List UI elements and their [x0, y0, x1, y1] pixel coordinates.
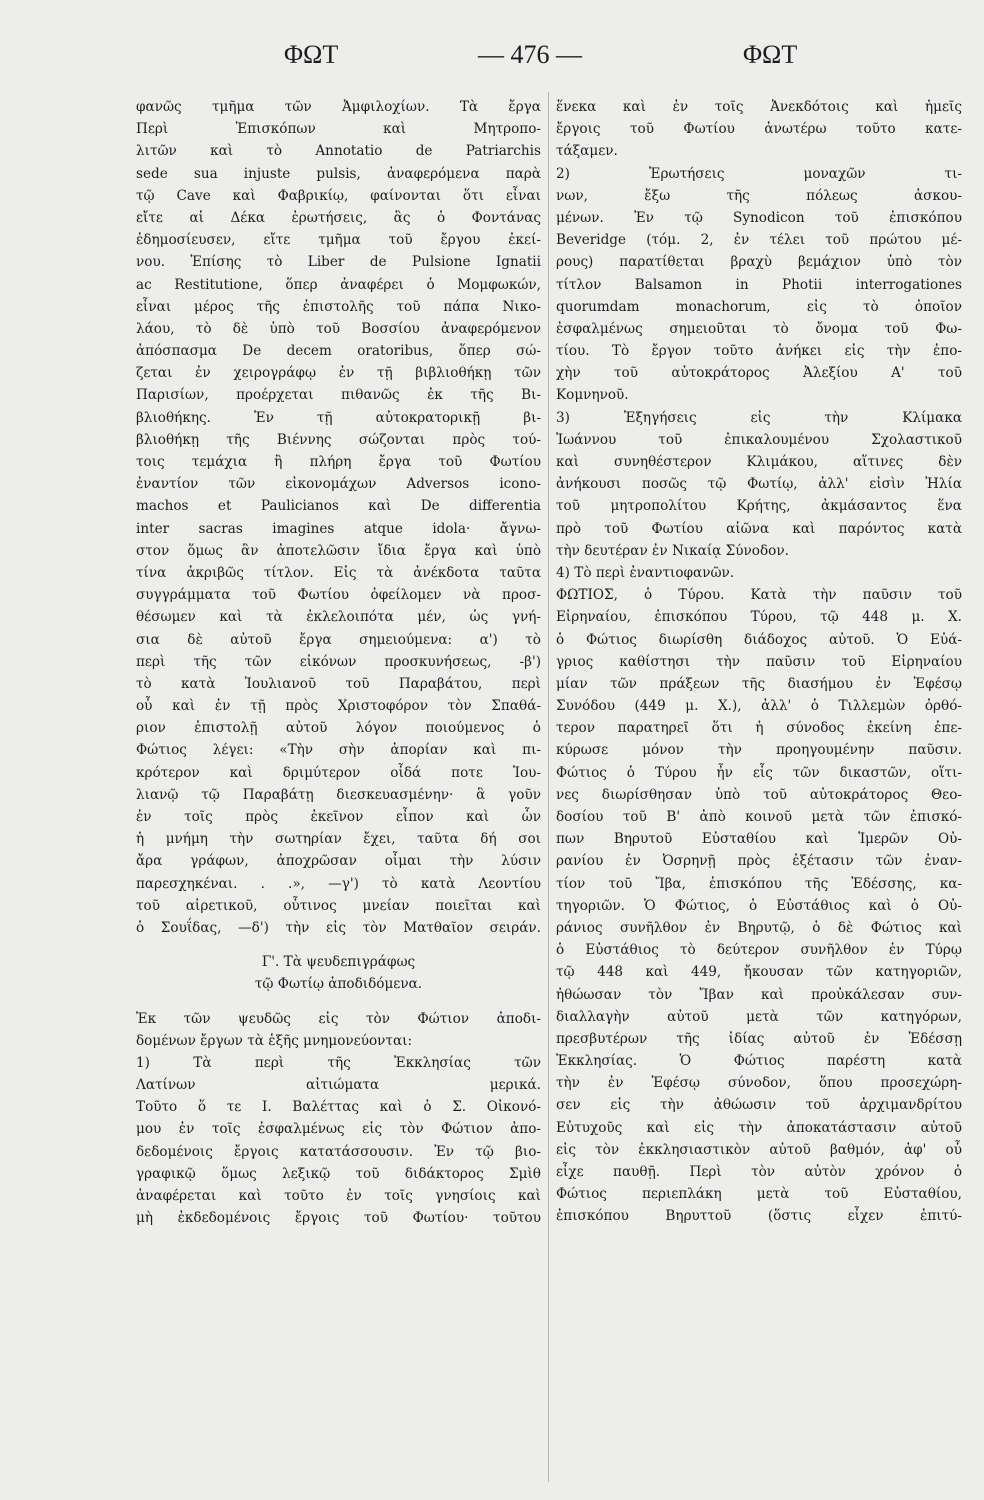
text-line: 4) Τὸ περὶ ἐναντιοφανῶν. [556, 564, 735, 581]
header-left-word: ΦΩΤ [284, 40, 339, 69]
text-line: τῷ 448 καὶ 449, ἤκουσαν τῶν κατηγοριῶν, [556, 964, 962, 981]
text-line: ἠθώωσαν τὸν Ἴβαν καὶ προὐκάλεσαν συν- [556, 986, 962, 1003]
text-line: Περὶ Ἐπισκόπων καὶ Μητροπο- [136, 121, 541, 138]
text-line: ἐναντίον τῶν εἰκονομάχων Adversos icono- [136, 476, 541, 493]
text-line: λιανῷ τῷ Παραβάτῃ διεσκευασμένην· ἃ γοῦν [136, 786, 541, 803]
text-line: πων Βηρυτοῦ Εὐσταθίου καὶ Ἱμερῶν Οὐ- [556, 831, 962, 848]
text-line: δομένων ἔργων τὰ ἑξῆς μνημονεύονται: [136, 1032, 413, 1049]
text-line: sede sua injuste pulsis, ἀναφερόμενα παρὰ [136, 165, 541, 182]
text-line: βλιοθήκῃ τῆς Βιέννης σώζονται πρὸς τού- [136, 431, 541, 448]
text-line: χὴν τοῦ αὐτοκράτορος Ἀλεξίου Α' τοῦ [556, 365, 962, 382]
text-line: machos et Paulicianos καὶ De differentia [136, 498, 541, 515]
text-line: τερον παρατηρεῖ ὅτι ἡ σύνοδος ἐκείνη ἐπε- [556, 720, 962, 737]
text-line: ἀπόσπασμα De decem oratoribus, ὅπερ σώ- [136, 343, 541, 360]
left-column [136, 96, 541, 1476]
text-line: λάου, τὸ δὲ ὑπὸ τοῦ Βοσσίου ἀναφερόμενον [136, 320, 541, 337]
column-divider [548, 92, 549, 1482]
text-line: ἐσφαλμένως σημειοῦται τὸ ὄνομα τοῦ Φω- [556, 320, 962, 337]
text-line: ὁ Φώτιος διωρίσθη διάδοχος αὐτοῦ. Ὁ Εὐά- [556, 631, 962, 648]
text-line: τῷ Cave καὶ Φαβρικίῳ, φαίνονται ὅτι εἶναι [136, 187, 541, 204]
text-line: ρους) παρατίθεται βραχὺ βεμάχιον ὑπὸ τὸν [556, 254, 962, 271]
text-line: συγγράμματα τοῦ Φωτίου ὀφείλομεν νὰ προσ- [136, 587, 541, 604]
text-line: Συνόδου (449 μ. Χ.), ἀλλ' ὁ Τιλλεμὼν ὀρθό- [556, 698, 962, 715]
text-line: ζεται ἐν χειρογράφῳ ἐν τῇ βιβλιοθήκῃ τῶν [136, 365, 541, 382]
text-line: πρὸ τοῦ Φωτίου αἰῶνα καὶ παρόντος κατὰ [556, 520, 962, 537]
text-line: inter sacras imagines atque idola· ἄγνω- [136, 520, 541, 537]
text-line: τοῦ μητροπολίτου Κρήτης, ἀκμάσαντος ἕνα [556, 498, 962, 515]
running-header [0, 40, 984, 80]
text-line: Παρισίων, προέρχεται πιθανῶς ἐκ τῆς Βι- [136, 387, 541, 404]
text-line: τὸ κατὰ Ἰουλιανοῦ τοῦ Παραβάτου, περὶ [136, 675, 541, 692]
text-line: Λατίνων αἰτιώματα μερικά. [136, 1077, 541, 1094]
text-line: θέσωμεν καὶ τὰ ἐκλελοιπότα μέν, ὡς γνή- [136, 609, 541, 626]
text-line: ὁ Εὐστάθιος τὸ δεύτερον συνῆλθον ἐν Τύρῳ [556, 942, 962, 959]
text-line: οὗ καὶ ἐν τῇ πρὸς Χριστοφόρον τὸν Σπαθά- [136, 698, 541, 715]
text-line: μὴ ἐκδεδομένοις ἔργοις τοῦ Φωτίου· τοῦτου [136, 1210, 541, 1227]
text-line: ὁ Σουΐδας, —δ') τὴν εἰς τὸν Ματθαῖον σειράν. [136, 919, 541, 936]
text-line: τοις τεμάχια ἢ πλήρη ἔργα τοῦ Φωτίου [136, 454, 541, 470]
text-line: τῷ Φωτίῳ ἀποδιδόμενα. [254, 976, 423, 993]
text-line: γραφικῷ ὅμως λεξικῷ τοῦ διδάκτορος Σμὶθ [136, 1165, 541, 1182]
text-line: Ἐκκλησίας. Ὁ Φώτιος παρέστη κατὰ [556, 1053, 962, 1070]
text-line: ac Restitutione, ὅπερ ἀναφέρει ὁ Μομφωκών, [136, 276, 541, 293]
text-line: σεν εἰς τὴν ἀθώωσιν τοῦ ἀρχιμανδρίτου [556, 1097, 962, 1114]
text-line: Εἰρηναίου, ἐπισκόπου Τύρου, τῷ 448 μ. Χ. [556, 609, 962, 626]
text-line: 2) Ἐρωτήσεις μοναχῶν τι- [556, 165, 962, 182]
text-line: Τοῦτο ὅ τε Ι. Βαλέττας καὶ ὁ Σ. Οἰκονό- [136, 1099, 541, 1116]
text-line: ἐπισκόπου Βηρυττοῦ (ὅστις εἶχεν ἐπιτύ- [556, 1208, 962, 1225]
text-line: ἡ μνήμη τὴν σωτηρίαν ἔχει, ταῦτα δή σοι [136, 831, 541, 848]
text-line: παρεσχηκέναι. . .», —γ') τὸ κατὰ Λεοντίου [136, 875, 541, 892]
text-line: εἴτε αἱ Δέκα ἐρωτήσεις, ἃς ὁ Φοντάνας [136, 209, 541, 226]
text-line: ἄρα γράφων, ἀποχρῶσαν οἶμαι τὴν λύσιν [136, 853, 541, 870]
text-line: κύρωσε μόνον τὴν προηγουμένην παῦσιν. [556, 742, 962, 759]
text-line: Φώτιος ὁ Τύρου ἦν εἷς τῶν δικαστῶν, οἵτι- [556, 764, 962, 781]
text-line: φανῶς τμῆμα τῶν Ἀμφιλοχίων. Τὰ ἔργα [136, 99, 541, 115]
text-line: στον ὅμως ἂν ἀποτελῶσιν ἴδια ἔργα καὶ ὑπὸ [136, 542, 541, 559]
right-column [556, 96, 962, 1476]
text-line: quorumdam monachorum, εἰς τὸ ὁποῖον [556, 298, 962, 315]
text-line: τίνα ἀκριβῶς τίτλον. Εἰς τὰ ἀνέκδοτα ταῦτα [136, 564, 541, 581]
text-line: Γ'. Τὰ ψευδεπιγράφως [261, 954, 416, 971]
text-line: λιτῶν καὶ τὸ Annotatio de Patriarchis [136, 143, 541, 160]
text-line: ἀναφέρεται καὶ τοῦτο ἐν τοῖς γνησίοις καὶ [136, 1188, 541, 1204]
text-line: ἐδημοσίευσεν, εἴτε τμῆμα τοῦ ἔργου ἐκεί- [136, 232, 541, 249]
text-line: ριον ἐπιστολῇ αὐτοῦ λόγον ποιούμενος ὁ [136, 720, 541, 737]
text-line: τίον τοῦ Ἴβα, ἐπισκόπου τῆς Ἐδέσσης, κα- [556, 875, 962, 892]
text-line: ΦΩΤΙΟΣ, ὁ Τύρου. Κατὰ τὴν παῦσιν τοῦ [556, 587, 962, 604]
text-line: δεδομένοις ἔργοις κατατάσσουσιν. Ἐν τῷ βιο- [136, 1143, 541, 1160]
text-line: εἰς τὸν ἐκκλησιαστικὸν αὐτοῦ βαθμόν, ἀφ' οὗ [556, 1141, 962, 1158]
text-line: 3) Ἐξηγήσεις εἰς τὴν Κλίμακα [556, 409, 962, 426]
text-line: ἐν τοῖς πρὸς ἐκεῖνον εἶπον καὶ ὧν [136, 809, 541, 825]
text-line: τάξαμεν. [556, 143, 618, 160]
text-line: εἶχε παυθῇ. Περὶ τὸν αὐτὸν χρόνον ὁ [556, 1164, 962, 1180]
text-line: κρότερον καὶ δριμύτερον οἶδά ποτε Ἰου- [136, 764, 541, 781]
text-line: σια δὲ αὐτοῦ ἔργα σημειούμενα: α') τὸ [136, 631, 541, 648]
text-line: νου. Ἐπίσης τὸ Liber de Pulsione Ignatii [136, 254, 541, 271]
text-line: τὴν ἐν Ἐφέσῳ σύνοδον, ὅπου προσεχώρη- [556, 1075, 962, 1092]
page-number: — 476 — [478, 40, 582, 69]
text-line: μίαν τῶν πράξεων τῆς διασήμου ἐν Ἐφέσῳ [556, 675, 962, 692]
header-right-word: ΦΩΤ [743, 40, 798, 69]
text-line: διαλλαγὴν αὐτοῦ μετὰ τῶν κατηγόρων, [556, 1008, 962, 1025]
text-line: ἀνήκουσι ποσῶς τῷ Φωτίῳ, ἀλλ' εἰσὶν Ἠλία [556, 476, 962, 493]
text-line: Beveridge (τόμ. 2, ἐν τέλει τοῦ πρώτου μέ- [556, 232, 962, 249]
text-line: ράνιος συνῆλθον ἐν Βηρυτῷ, ὁ δὲ Φώτιος καὶ [556, 919, 962, 936]
text-line: ἕνεκα καὶ ἐν τοῖς Ἀνεκδότοις καὶ ἡμεῖς [556, 99, 962, 115]
text-line: καὶ συνηθέστερον Κλιμάκου, αἵτινες δὲν [556, 454, 962, 470]
text-line: εἶναι μέρος τῆς ἐπιστολῆς τοῦ πάπα Νικο- [136, 298, 541, 315]
text-line: μένων. Ἐν τῷ Synodicon τοῦ ἐπισκόπου [556, 209, 962, 226]
text-line: 1) Τὰ περὶ τῆς Ἐκκλησίας τῶν [136, 1054, 541, 1071]
text-line: πρεσβυτέρων τῆς ἰδίας αὐτοῦ ἐν Ἐδέσσῃ [556, 1030, 962, 1047]
text-line: τοῦ αἱρετικοῦ, οὗτινος μνείαν ποιεῖται καὶ [136, 897, 541, 914]
text-line: Φώτιος περιεπλάκη μετὰ τοῦ Εὐσταθίου, [556, 1186, 962, 1203]
text-line: βλιοθήκης. Ἐν τῇ αὐτοκρατορικῇ βι- [136, 409, 541, 426]
text-line: Φώτιος λέγει: «Τὴν σὴν ἀπορίαν καὶ πι- [136, 742, 541, 759]
text-line: τὴν δευτέραν ἐν Νικαίᾳ Σύνοδον. [556, 542, 789, 559]
text-line: Κομνηνοῦ. [556, 387, 629, 404]
text-line: μου ἐν τοῖς ἐσφαλμένως εἰς τὸν Φώτιον ἀπο- [136, 1121, 541, 1138]
text-line: Εὐτυχοῦς καὶ εἰς τὴν ἀποκατάστασιν αὐτοῦ [556, 1119, 962, 1136]
text-line: Ἰωάννου τοῦ ἐπικαλουμένου Σχολαστικοῦ [556, 431, 962, 448]
text-line: τίου. Τὸ ἔργον τοῦτο ἀνήκει εἰς τὴν ἐπο- [556, 343, 962, 360]
text-line: τίτλον Balsamon in Photii interrogationes [556, 276, 962, 293]
text-line: ἔργοις τοῦ Φωτίου ἀνωτέρω τοῦτο κατε- [556, 121, 962, 138]
text-line: ρανίου ἐν Ὀσρηνῇ πρὸς ἐξέτασιν τῶν ἐναν- [556, 853, 962, 870]
text-line: περὶ τῆς τῶν εἰκόνων προσκυνήσεως, -β') [136, 653, 541, 670]
text-line: Ἐκ τῶν ψευδῶς εἰς τὸν Φώτιον ἀποδι- [136, 1010, 541, 1027]
text-line: δοσίου τοῦ Β' ἀπὸ κοινοῦ μετὰ τῶν ἐπισκό- [556, 809, 962, 825]
text-line: νες διωρίσθησαν ὑπὸ τοῦ αὐτοκράτορος Θεο- [556, 786, 962, 803]
text-line: νων, ἔξω τῆς πόλεως ἀσκου- [556, 187, 962, 204]
text-line: τηγοριῶν. Ὁ Φώτιος, ὁ Εὐστάθιος καὶ ὁ Οὐ- [556, 897, 962, 914]
text-line: γριος καθίστησι τὴν παῦσιν τοῦ Εἰρηναίου [556, 653, 962, 670]
